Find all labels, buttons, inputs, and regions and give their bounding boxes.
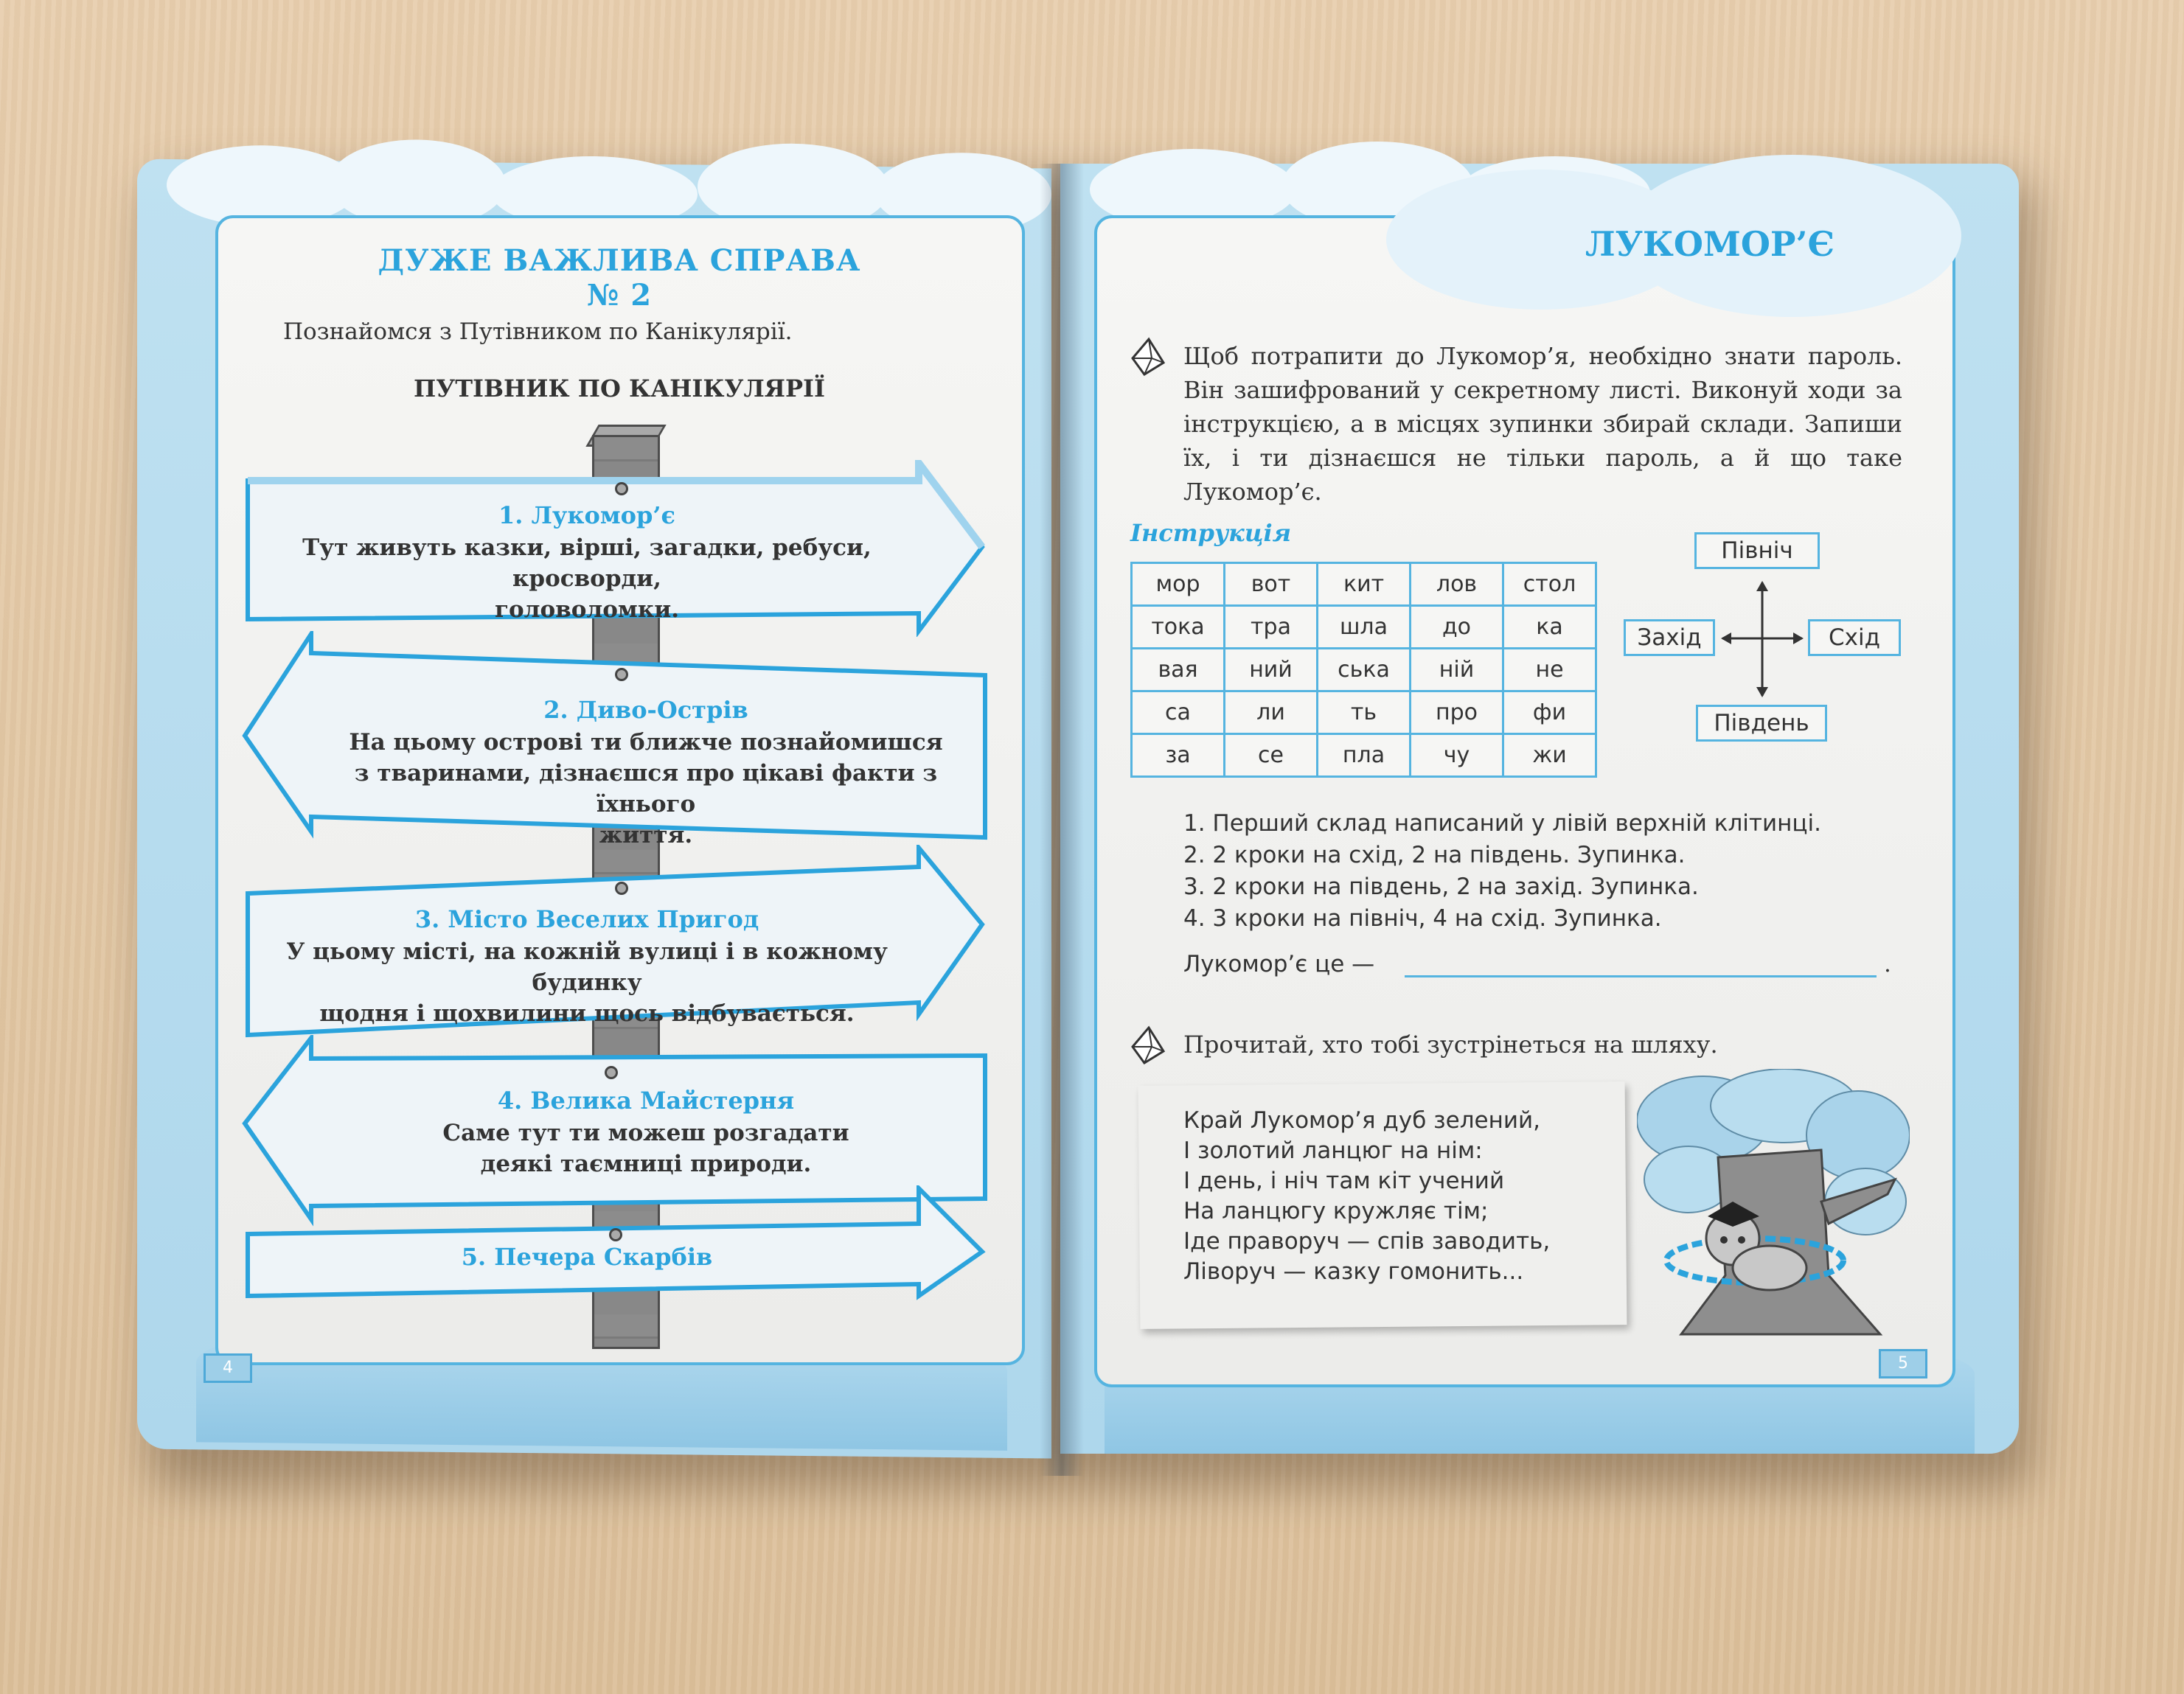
nail-icon (615, 668, 628, 681)
compass-west: Захід (1624, 619, 1715, 656)
grid-cell: шла (1318, 606, 1411, 649)
sign-title: 3. Місто Веселих Пригод (414, 905, 759, 933)
page-title-right: ЛУКОМОР’Є (1585, 224, 1835, 264)
sign-text-line: У цьому місті, на кожній вулиці і в кожному будинку (286, 938, 888, 996)
sign-title: 2. Диво-Острів (543, 696, 748, 724)
compass-south: Південь (1696, 705, 1827, 742)
step-item: 1. Перший склад написаний у лівій верхній клітинці. (1183, 810, 1821, 837)
intro-text: Познайомся з Путівником по Канікулярії. (283, 318, 793, 345)
sign-text-line: деякі таємниці природи. (480, 1151, 812, 1177)
sign-text-line: Саме тут ти можеш розгадати (442, 1120, 849, 1146)
compass-north: Північ (1694, 532, 1820, 569)
nail-icon (615, 482, 628, 495)
syllable-grid (1130, 562, 1597, 778)
poem-line: Іде праворуч — спів заводить, (1183, 1228, 1551, 1255)
task-pencil-icon (1127, 336, 1168, 377)
grid-cell: лов (1411, 563, 1503, 606)
nail-icon (605, 1066, 618, 1079)
page-title: ДУЖЕ ВАЖЛИВА СПРАВА № 2 (378, 243, 861, 313)
sign-text-line: Тут живуть казки, вірші, загадки, ребуси, кросворди, (302, 534, 872, 592)
poem-line: Ліворуч — казку гомонить... (1183, 1258, 1524, 1285)
grid-cell: мор (1132, 563, 1225, 606)
task1-text: Щоб потрапити до Лукомор’я, необхідно знати пароль. Він зашифрований у секретному листі. Виконуй ходи за інструкцією, а в місцях зупинки збирай склади. Запиши їх, і ти дізнаєшся не тільки пароль, а й що таке Лукомор’є. (1183, 342, 1902, 506)
poem-line: Край Лукомор’я дуб зелений, (1183, 1107, 1541, 1134)
grid-cell: вот (1225, 563, 1318, 606)
grid-cell: про (1411, 691, 1503, 734)
grid-cell: кит (1318, 563, 1411, 606)
book-spine (1040, 164, 1084, 1476)
grid-cell: пла (1318, 734, 1411, 777)
instruction-steps (1183, 808, 1821, 935)
grid-row (1132, 606, 1596, 649)
sign-text-line: життя. (599, 822, 693, 848)
grid-cell: ли (1225, 691, 1318, 734)
answer-suffix: . (1884, 951, 1891, 977)
grid-cell: не (1503, 649, 1596, 691)
poem-line: На ланцюгу кружляє тім; (1183, 1198, 1489, 1224)
sign-title: 4. Велика Майстерня (497, 1087, 795, 1115)
sign-misto-veselykh-pryhod (240, 845, 992, 1044)
guide-subtitle: ПУТІВНИК ПО КАНІКУЛЯРІЇ (414, 374, 825, 402)
sign-text-line: щодня і щохвилини щось відбувається. (319, 1000, 855, 1027)
sign-title: 1. Лукомор’є (498, 501, 675, 529)
grid-row (1132, 563, 1596, 606)
grid-row (1132, 734, 1596, 777)
grid-cell: до (1411, 606, 1503, 649)
sign-text-line: На цьому острові ти ближче познайомишся (349, 729, 943, 756)
answer-blank-line[interactable] (1405, 975, 1877, 977)
poem (1183, 1106, 1550, 1287)
grid-cell: ть (1318, 691, 1411, 734)
sign-text-line: головоломки. (494, 596, 680, 623)
grid-cell: тра (1225, 606, 1318, 649)
grid-cell: вая (1132, 649, 1225, 691)
step-item: 2. 2 кроки на схід, 2 на південь. Зупинка. (1183, 842, 1686, 868)
poem-line: І золотий ланцюг на нім: (1183, 1137, 1483, 1164)
nail-icon (609, 1228, 622, 1241)
instruction-label: Інструкція (1130, 519, 1292, 547)
compass-east: Схід (1808, 619, 1901, 656)
sign-pechera-skarbiv (240, 1185, 992, 1311)
grid-cell: тока (1132, 606, 1225, 649)
step-item: 4. 3 кроки на північ, 4 на схід. Зупинка. (1183, 905, 1662, 932)
page-number-right: 5 (1879, 1349, 1927, 1378)
sign-text-line: з тваринами, дізнаєшся про цікаві факти з їхнього (354, 760, 938, 818)
nail-icon (615, 882, 628, 895)
task-pencil-icon (1127, 1025, 1168, 1066)
sign-dyvo-ostriv (240, 631, 992, 848)
grid-cell: ка (1503, 606, 1596, 649)
grid-cell: ний (1225, 649, 1318, 691)
page-number-left: 4 (204, 1353, 252, 1383)
grid-cell: ній (1411, 649, 1503, 691)
grid-cell: жи (1503, 734, 1596, 777)
grid-cell: чу (1411, 734, 1503, 777)
step-item: 3. 2 кроки на південь, 2 на захід. Зупинка. (1183, 874, 1699, 900)
grid-cell: се (1225, 734, 1318, 777)
poem-line: І день, і ніч там кіт учений (1183, 1168, 1505, 1194)
compass-arrows-icon (1718, 578, 1806, 700)
answer-prefix: Лукомор’є це — (1183, 951, 1375, 977)
grid-cell: са (1132, 691, 1225, 734)
grid-cell: за (1132, 734, 1225, 777)
task2-text: Прочитай, хто тобі зустрінеться на шляху. (1183, 1031, 1718, 1059)
grid-cell: стол (1503, 563, 1596, 606)
grid-row (1132, 691, 1596, 734)
oak-tree-cat-illustration (1637, 1069, 1910, 1349)
sign-title: 5. Печера Скарбів (461, 1243, 713, 1271)
grid-row (1132, 649, 1596, 691)
grid-cell: ська (1318, 649, 1411, 691)
grid-cell: фи (1503, 691, 1596, 734)
